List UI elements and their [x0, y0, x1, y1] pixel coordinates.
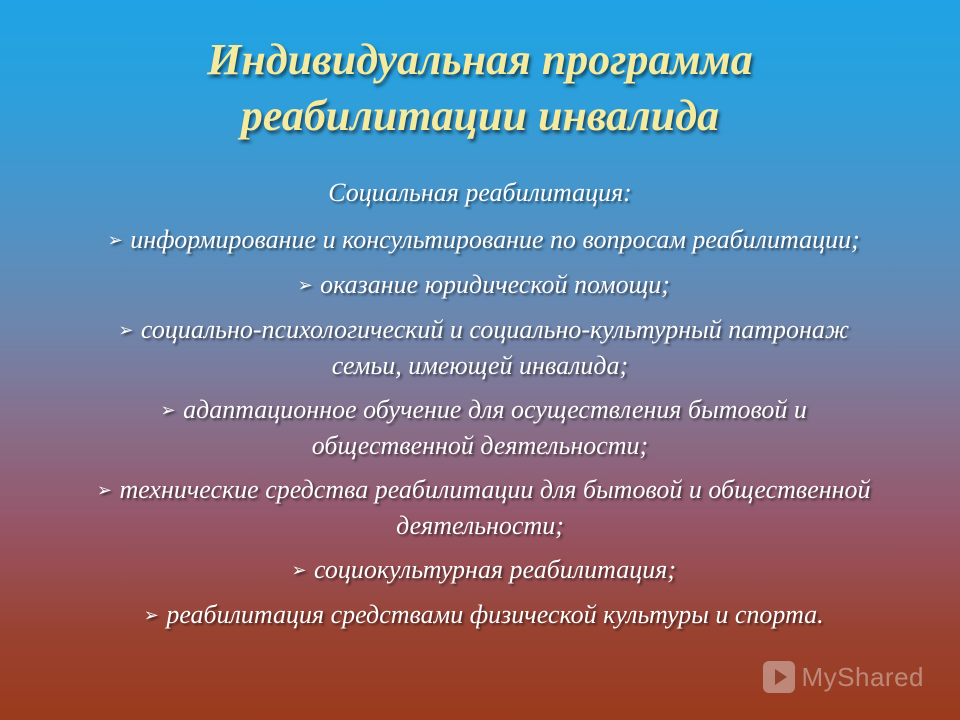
arrow-bullet-icon: ➢	[291, 560, 307, 580]
bullet-text-continued: семьи, имеющей инвалида;	[331, 351, 629, 380]
arrow-bullet-icon: ➢	[160, 400, 176, 420]
arrow-bullet-icon: ➢	[297, 275, 313, 295]
watermark-text: MyShared	[801, 661, 924, 692]
bullet-item	[50, 552, 910, 588]
title-line-2: реабилитации инвалида	[240, 91, 720, 140]
bullet-item	[50, 267, 910, 303]
bullet-text-continued: деятельности;	[396, 511, 564, 540]
section-subtitle: Социальная реабилитация:	[328, 178, 632, 207]
bullet-text: адаптационное обучение для осуществления бытовой и	[183, 395, 807, 424]
arrow-bullet-icon: ➢	[143, 605, 159, 625]
bullet-item	[50, 392, 910, 463]
bullet-item	[50, 472, 910, 543]
bullet-text: социокультурная реабилитация;	[314, 555, 676, 584]
bullet-item	[50, 222, 910, 258]
bullet-text-continued: общественной деятельности;	[311, 431, 649, 460]
bullet-item	[50, 312, 910, 383]
bullet-text: реабилитация средствами физической культуры и спорта.	[166, 600, 824, 629]
bullet-list	[50, 222, 910, 642]
bullet-text: социально-психологический и социально-культурный патронаж	[140, 315, 850, 344]
bullet-text: информирование и консультирование по вопросам реабилитации;	[130, 225, 860, 254]
arrow-bullet-icon: ➢	[118, 320, 134, 340]
bullet-text: технические средства реабилитации для бытовой и общественной	[119, 475, 871, 504]
bullet-text: оказание юридической помощи;	[320, 270, 670, 299]
play-icon	[762, 660, 796, 694]
watermark	[762, 660, 925, 694]
bullet-item	[50, 597, 910, 633]
arrow-bullet-icon: ➢	[107, 230, 123, 250]
arrow-bullet-icon: ➢	[96, 480, 112, 500]
slide-title	[40, 32, 920, 144]
title-line-1: Индивидуальная программа	[207, 35, 753, 84]
